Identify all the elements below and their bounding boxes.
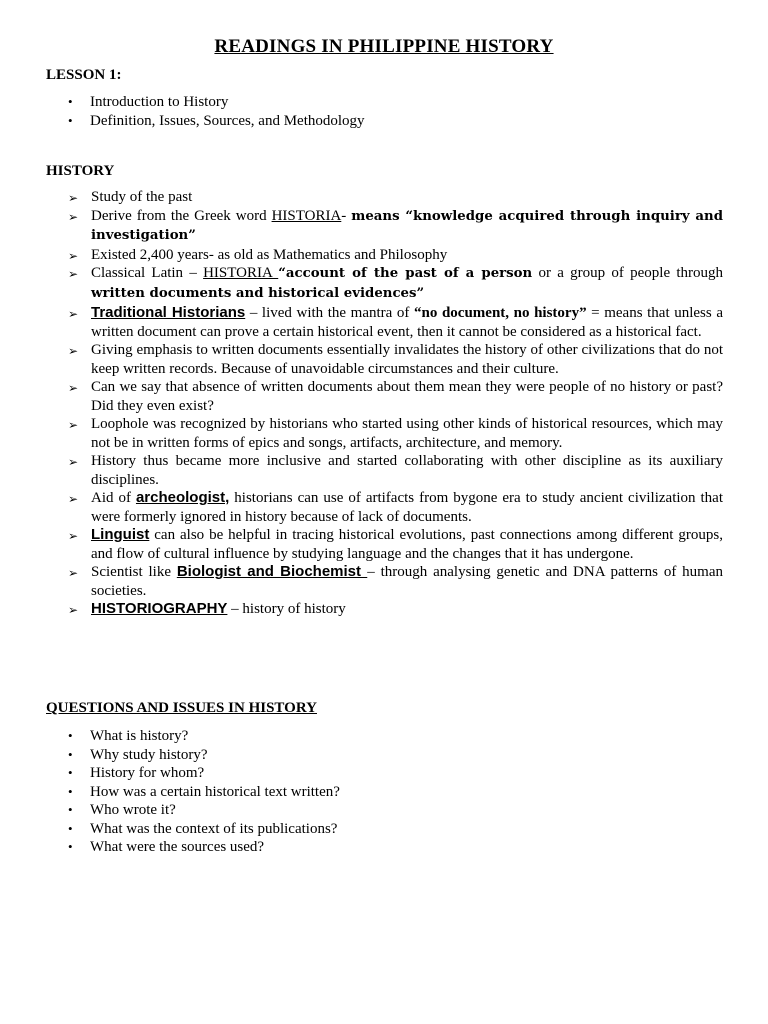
page-title: READINGS IN PHILIPPINE HISTORY — [214, 36, 554, 57]
list-item: ➢ Existed 2,400 years- as old as Mathematics and Philosophy — [46, 246, 723, 265]
arrow-bullet-icon: ➢ — [68, 307, 79, 321]
list-item: ➢ Loophole was recognized by historians who started using other kinds of historical resources, which may not be in written forms of epics and songs, artifacts, architecture, and memory. — [68, 416, 723, 451]
list-item: ➢ Giving emphasis to written documents essentially invalidates the history of other civilizations that do not keep written records. Because of unavoidable circumstances and their culture. — [68, 342, 723, 377]
list-item: • Why study history? — [68, 746, 208, 763]
list-item: ➢ Linguist can also be helpful in tracing historical evolutions, past connections among different groups, and flow of cultural influence by studying language and the changes that it has undergone. — [68, 526, 723, 562]
arrow-bullet-icon: ➢ — [68, 566, 79, 580]
list-item: ➢ Derive from the Greek word HISTORIA- means “knowledge acquired through inquiry and investigation” — [68, 207, 723, 243]
bullet-icon: • — [68, 94, 73, 109]
bullet-icon: • — [68, 746, 73, 762]
list-item: • What were the sources used? — [68, 839, 265, 855]
arrow-bullet-icon: ➢ — [68, 529, 79, 543]
arrow-bullet-icon: ➢ — [68, 455, 79, 469]
questions-heading: QUESTIONS AND ISSUES IN HISTORY — [46, 700, 317, 716]
list-item: ➢ Classical Latin – HISTORIA “account of the past of a person or a group of people through written documents and historical evidences” — [68, 265, 724, 301]
term-archeologist: archeologist, — [135, 489, 230, 506]
bullet-icon: • — [68, 112, 73, 128]
list-item: ➢ Aid of archeologist, historians can use of artifacts from bygone era to study ancient civilization that were formerly ignored in history because of lack of documents. — [68, 489, 723, 525]
history-points-list — [46, 188, 723, 619]
list-item: • Definition, Issues, Sources, and Methodology — [68, 112, 365, 129]
arrow-bullet-icon: ➢ — [68, 418, 79, 432]
arrow-bullet-icon: ➢ — [68, 209, 79, 224]
term-historiography: HISTORIOGRAPHY — [91, 600, 228, 617]
term-biologist-biochemist: Biologist and Biochemist — [176, 563, 368, 580]
arrow-bullet-icon: ➢ — [68, 381, 79, 395]
bullet-icon: • — [68, 802, 73, 817]
arrow-bullet-icon: ➢ — [68, 267, 79, 281]
history-heading: HISTORY — [46, 163, 115, 179]
lesson-heading: LESSON 1: — [46, 67, 122, 83]
term-traditional-historians: Traditional Historians — [91, 304, 246, 321]
list-item: • What was the context of its publications? — [68, 820, 338, 837]
bullet-icon: • — [68, 765, 73, 780]
term-historia-latin: HISTORIA — [203, 265, 279, 281]
term-linguist: Linguist — [91, 526, 150, 543]
list-item: ➢ Traditional Historians – lived with the mantra of “no document, no history” = means that unless a written document can prove a certain historical event, then it cannot be considered as a historical fact. — [68, 304, 723, 340]
list-item: • How was a certain historical text written? — [68, 783, 340, 800]
arrow-bullet-icon: ➢ — [68, 248, 79, 263]
list-item: • History for whom? — [68, 765, 205, 781]
term-historia: HISTORIA — [271, 207, 342, 224]
bullet-icon: • — [68, 783, 73, 799]
bullet-icon: • — [68, 820, 73, 836]
list-item: ➢ Study of the past — [46, 188, 723, 207]
list-item: • Who wrote it? — [68, 802, 176, 818]
list-item: • Introduction to History — [68, 94, 229, 110]
arrow-bullet-icon: ➢ — [68, 492, 79, 506]
arrow-bullet-icon: ➢ — [68, 603, 79, 617]
list-item: ➢ Scientist like Biologist and Biochemist – through analysing genetic and DNA patterns of human societies. — [68, 563, 723, 599]
questions-list — [46, 727, 723, 857]
bullet-icon: • — [68, 839, 73, 854]
list-item: ➢ History thus became more inclusive and started collaborating with other discipline as its auxiliary disciplines. — [68, 453, 723, 488]
arrow-bullet-icon: ➢ — [68, 344, 79, 358]
list-item: • What is history? — [68, 728, 189, 744]
arrow-bullet-icon: ➢ — [68, 191, 79, 205]
lesson-topics-list — [46, 93, 723, 130]
bullet-icon: • — [68, 728, 73, 743]
list-item: ➢ Can we say that absence of written documents about them mean they were people of no history or past? Did they even exist? — [68, 379, 723, 414]
list-item: ➢ HISTORIOGRAPHY – history of history — [46, 600, 723, 619]
